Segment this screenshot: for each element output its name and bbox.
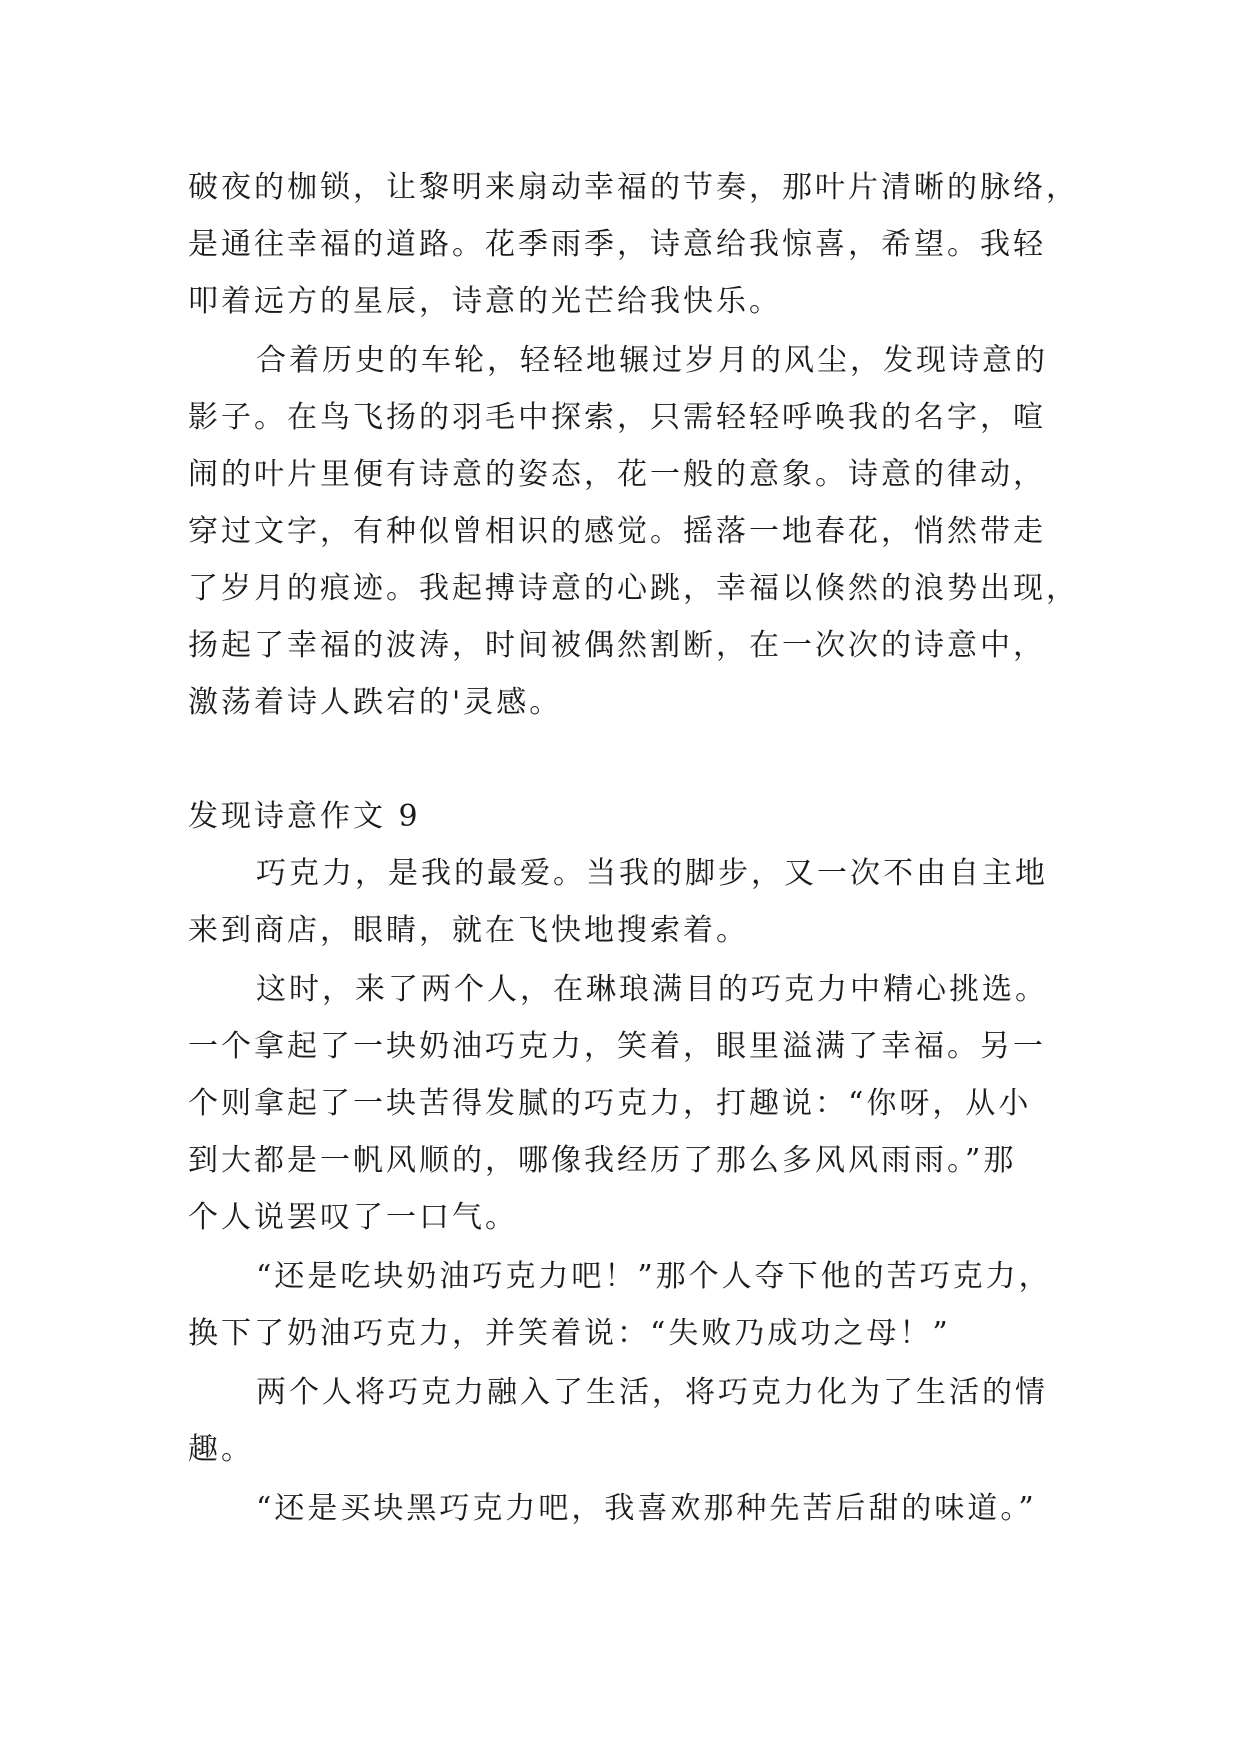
- paragraph-line: 叩着远方的星辰，诗意的光芒给我快乐。: [188, 284, 782, 319]
- paragraph-line: 换下了奶油巧克力，并笑着说：“失败乃成功之母！”: [188, 1316, 951, 1351]
- paragraph-line: 破夜的枷锁，让黎明来扇动幸福的节奏，那叶片清晰的脉络，: [188, 170, 1079, 205]
- section-heading: 发现诗意作文 9: [188, 799, 421, 834]
- paragraph-line: 到大都是一帆风顺的，哪像我经历了那么多风风雨雨。”那: [188, 1143, 1017, 1178]
- paragraph-line: 趣。: [188, 1432, 254, 1467]
- paragraph-line: 两个人将巧克力融入了生活，将巧克力化为了生活的情: [256, 1375, 1048, 1410]
- paragraph-line: 巧克力，是我的最爱。当我的脚步，又一次不由自主地: [256, 856, 1048, 891]
- paragraph-line: 了岁月的痕迹。我起搏诗意的心跳，幸福以倏然的浪势出现，: [188, 571, 1079, 606]
- paragraph-line: 闹的叶片里便有诗意的姿态，花一般的意象。诗意的律动，: [188, 457, 1046, 492]
- paragraph-line: 来到商店，眼睛，就在飞快地搜索着。: [188, 913, 749, 948]
- paragraph-line: 激荡着诗人跌宕的'灵感。: [188, 685, 563, 720]
- paragraph-line: 是通往幸福的道路。花季雨季，诗意给我惊喜，希望。我轻: [188, 227, 1046, 262]
- paragraph-line: 个人说罢叹了一口气。: [188, 1200, 518, 1235]
- paragraph-line: 合着历史的车轮，轻轻地辗过岁月的风尘，发现诗意的: [256, 343, 1048, 378]
- paragraph-line: 扬起了幸福的波涛，时间被偶然割断，在一次次的诗意中，: [188, 628, 1046, 663]
- paragraph-line: 影子。在鸟飞扬的羽毛中探索，只需轻轻呼唤我的名字，喧: [188, 400, 1046, 435]
- paragraph-line: 这时，来了两个人，在琳琅满目的巧克力中精心挑选。: [256, 972, 1048, 1007]
- paragraph-line: 穿过文字，有种似曾相识的感觉。摇落一地春花，悄然带走: [188, 514, 1046, 549]
- paragraph-line: “还是买块黑巧克力吧，我喜欢那种先苦后甜的味道。”: [256, 1491, 1037, 1526]
- paragraph-line: 一个拿起了一块奶油巧克力，笑着，眼里溢满了幸福。另一: [188, 1029, 1046, 1064]
- paragraph-line: “还是吃块奶油巧克力吧！”那个人夺下他的苦巧克力，: [256, 1259, 1052, 1294]
- paragraph-line: 个则拿起了一块苦得发腻的巧克力，打趣说：“你呀，从小: [188, 1086, 1032, 1121]
